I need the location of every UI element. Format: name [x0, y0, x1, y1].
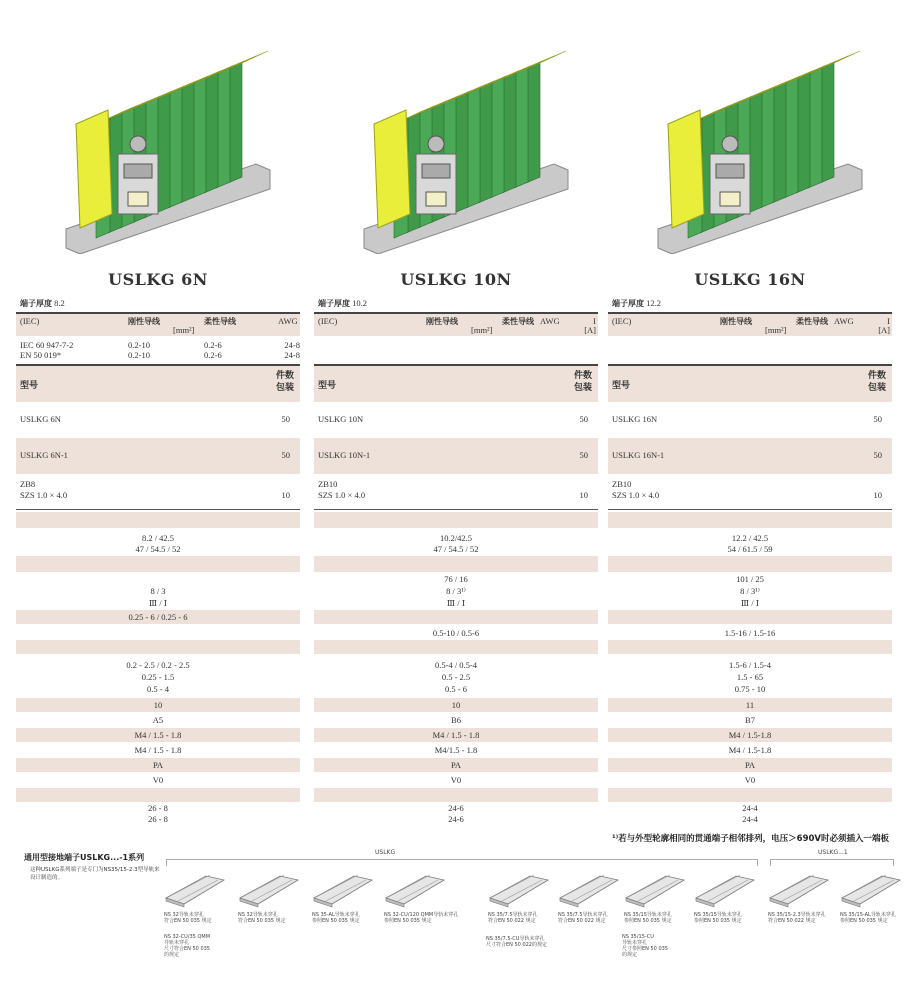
model-name: USLKG 10N-1: [318, 450, 371, 460]
rail-item: [310, 868, 376, 912]
din-rail-icon: [838, 868, 904, 908]
rail-label: NS 35/15-AL导轨未穿孔 参照EN 50 035 规定: [840, 912, 896, 924]
order-header: [16, 366, 300, 402]
awg-label: AWG: [278, 316, 298, 326]
order-header: [608, 366, 892, 402]
spec-value: PA: [744, 760, 756, 770]
rail-label: NS 32导轨未穿孔 符合EN 50 035 规定: [238, 912, 286, 924]
group-label: USLKG...1: [815, 849, 851, 856]
model-label: 型号: [612, 381, 631, 391]
din-rail-icon: [622, 868, 688, 908]
spec-value: 0.5 - 4: [147, 684, 169, 694]
thickness-value: 10.2: [352, 298, 367, 308]
amp-label: I: [887, 316, 890, 326]
spec-value: M4 / 1.5 - 1.8: [134, 730, 182, 740]
spec-value: Ⅲ / Ⅰ: [148, 598, 168, 608]
spec-value: M4 / 1.5 - 1.8: [432, 730, 480, 740]
spec-value: M4 / 1.5 - 1.8: [134, 745, 182, 755]
model-qty: 50: [873, 450, 882, 460]
accessory-name: ZB8: [20, 479, 36, 489]
standard-flex: 0.2-6: [204, 350, 222, 360]
product-column: [314, 0, 598, 830]
spec-value: M4/1.5 - 1.8: [434, 745, 478, 755]
spec-value: 8.2 / 42.5: [141, 533, 175, 543]
din-rail-icon: [236, 868, 302, 908]
amp-unit: [A]: [878, 325, 890, 335]
spec-value: 0.75 - 10: [734, 684, 766, 694]
iec-label: (IEC): [612, 316, 632, 326]
accessory-qty: 10: [579, 490, 588, 500]
thickness-value: 12.2: [646, 298, 661, 308]
iec-label: (IEC): [20, 316, 40, 326]
spec-value: 24-4: [742, 803, 758, 813]
spec-value: V0: [152, 775, 164, 785]
flex-label: 柔性导线: [796, 317, 828, 326]
awg-label: AWG: [834, 316, 854, 326]
thickness-label: 端子厚度: [318, 299, 350, 308]
product-title: USLKG 10N: [400, 270, 512, 289]
spec-value: 101 / 25: [736, 574, 764, 584]
spec-value: A5: [152, 715, 164, 725]
model-name: USLKG 16N: [612, 414, 658, 424]
accessory-name: SZS 1.0 × 4.0: [318, 490, 366, 500]
spec-value: Ⅲ / Ⅰ: [446, 598, 466, 608]
rigid-label: 刚性导线: [426, 317, 458, 326]
order-header: [314, 366, 598, 402]
rail-label: NS 35/7.5-CU导轨未穿孔 尺寸符合EN 50 022的规定: [486, 936, 547, 948]
spec-value: M4 / 1.5-1.8: [728, 730, 772, 740]
rail-label: NS 35/15-2.3导轨未穿孔 符合EN 50 022 规定: [768, 912, 826, 924]
spec-value: M4 / 1.5-1.8: [728, 745, 772, 755]
rail-item: [838, 868, 904, 912]
thickness-label: 端子厚度: [20, 299, 52, 308]
rail-label: NS 35/15-CU 导轨未穿孔 尺寸参照EN 50 035 的规定: [622, 934, 668, 958]
standard-flex: 0.2-6: [204, 340, 222, 350]
rail-item: [382, 868, 448, 912]
model-name: USLKG 6N-1: [20, 450, 68, 460]
thickness-row: [20, 298, 65, 309]
accessory-name: ZB10: [612, 479, 632, 489]
spec-value: 0.5 - 6: [445, 684, 467, 694]
accessory-qty: 10: [873, 490, 882, 500]
rigid-label: 刚性导线: [720, 317, 752, 326]
rail-label: NS 35/7.5导轨未穿孔 符合EN 50 022 规定: [488, 912, 538, 924]
model-name: USLKG 6N: [20, 414, 61, 424]
rail-item: [556, 868, 622, 912]
spec-value: 10.2/42.5: [439, 533, 473, 543]
rail-label: NS 32-CU/35 QMM 导轨未穿孔 尺寸符合EN 50 035 的规定: [164, 934, 211, 958]
din-rail-icon: [486, 868, 552, 908]
rail-item: [236, 868, 302, 912]
spec-value: 1.5 - 65: [736, 672, 764, 682]
section-title: 通用型接地端子USLKG...-1系列: [24, 853, 145, 862]
accessory-qty: 10: [281, 490, 290, 500]
accessory-name: ZB10: [318, 479, 338, 489]
product-title: USLKG 16N: [694, 270, 806, 289]
rail-label: NS 35/15导轨未穿孔 参照EN 50 035 规定: [694, 912, 742, 924]
din-rail-icon: [766, 868, 832, 908]
pack-label: 件数 包装: [573, 370, 592, 392]
unit-label: [mm²]: [765, 325, 787, 335]
flex-label: 柔性导线: [502, 317, 534, 326]
thickness-row: [318, 298, 367, 309]
spec-value: 8 / 3: [150, 586, 166, 596]
model-qty: 50: [281, 414, 290, 424]
spec-value: 0.5-10 / 0.5-6: [432, 628, 480, 638]
awg-label: AWG: [540, 316, 560, 326]
flex-label: 柔性导线: [204, 317, 236, 326]
spec-value: PA: [450, 760, 462, 770]
din-rail-icon: [382, 868, 448, 908]
group-bracket: [166, 859, 758, 866]
terminal-block-photo: [56, 14, 276, 254]
rail-item: [162, 868, 228, 912]
rail-label: NS 35/15导轨未穿孔 参照EN 50 035 规定: [624, 912, 672, 924]
spec-value: V0: [450, 775, 462, 785]
spec-value: 11: [745, 700, 755, 710]
iec-label: (IEC): [318, 316, 338, 326]
unit-label: [mm²]: [173, 325, 195, 335]
product-title: USLKG 6N: [108, 270, 208, 289]
terminal-block-photo: [354, 14, 574, 254]
rail-item: [622, 868, 688, 912]
thickness-value: 8.2: [54, 298, 65, 308]
spec-value: 10: [451, 700, 461, 710]
spec-value: 0.5 - 2.5: [441, 672, 471, 682]
spec-value: PA: [152, 760, 164, 770]
model-qty: 50: [579, 450, 588, 460]
spec-value: 54 / 61.5 / 59: [727, 544, 773, 554]
din-rail-icon: [692, 868, 758, 908]
model-label: 型号: [20, 381, 39, 391]
spec-value: 0.5-4 / 0.5-4: [434, 660, 478, 670]
product-column: [16, 0, 300, 830]
spec-value: 0.25 - 1.5: [141, 672, 175, 682]
spec-value: 12.2 / 42.5: [731, 533, 769, 543]
accessory-name: SZS 1.0 × 4.0: [20, 490, 68, 500]
spec-value: Ⅲ / Ⅰ: [740, 598, 760, 608]
rail-label: NS 32导轨未穿孔 符合EN 50 035 规定: [164, 912, 212, 924]
spec-value: 47 / 54.5 / 52: [135, 544, 181, 554]
model-qty: 50: [579, 414, 588, 424]
standard-std: IEC 60 947-7-2: [20, 340, 74, 350]
model-name: USLKG 10N: [318, 414, 364, 424]
spec-value: 76 / 16: [444, 574, 468, 584]
model-label: 型号: [318, 381, 337, 391]
spec-value: 0.25 - 6 / 0.25 - 6: [128, 612, 188, 622]
spec-value: V0: [744, 775, 756, 785]
din-rail-icon: [310, 868, 376, 908]
spec-value: 10: [153, 700, 163, 710]
amp-unit: [A]: [584, 325, 596, 335]
thickness-label: 端子厚度: [612, 299, 644, 308]
spec-value: 47 / 54.5 / 52: [433, 544, 479, 554]
standard-std: EN 50 019*: [20, 350, 62, 360]
spec-value: 26 - 8: [148, 803, 168, 813]
pack-label: 件数 包装: [867, 370, 886, 392]
rail-label: NS 35/7.5导轨未穿孔 符合EN 50 022 规定: [558, 912, 608, 924]
section-description: 这种USLKG系列端子是专门为NS35/15-2.3型导轨来设计制造的。: [30, 867, 160, 881]
group-bracket: [770, 859, 894, 866]
rail-item: [766, 868, 832, 912]
product-column: [608, 0, 892, 830]
model-name: USLKG 16N-1: [612, 450, 665, 460]
spec-value: 24-6: [448, 803, 464, 813]
din-rail-icon: [556, 868, 622, 908]
spec-value: 1.5-16 / 1.5-16: [724, 628, 776, 638]
standard-rigid: 0.2-10: [128, 350, 150, 360]
rail-item: [692, 868, 758, 912]
rail-label: NS 32-CU/120 QMM导轨未穿孔 参照EN 50 035 规定: [384, 912, 459, 924]
group-label: USLKG: [372, 849, 398, 856]
amp-label: I: [593, 316, 596, 326]
accessory-name: SZS 1.0 × 4.0: [612, 490, 660, 500]
unit-label: [mm²]: [471, 325, 493, 335]
standard-awg: 24-8: [284, 350, 300, 360]
model-qty: 50: [281, 450, 290, 460]
spec-value: 24-4: [742, 814, 758, 824]
model-qty: 50: [873, 414, 882, 424]
spec-value: 24-6: [448, 814, 464, 824]
standard-awg: 24-8: [284, 340, 300, 350]
spec-value: 26 - 8: [148, 814, 168, 824]
din-rail-icon: [162, 868, 228, 908]
rigid-label: 刚性导线: [128, 317, 160, 326]
standard-rigid: 0.2-10: [128, 340, 150, 350]
terminal-block-photo: [648, 14, 868, 254]
spec-value: B6: [451, 715, 461, 725]
spec-value: 8 / 3¹⁾: [740, 586, 760, 596]
spec-value: B7: [745, 715, 755, 725]
rail-item: [486, 868, 552, 912]
rail-label: NS 35-AL导轨未穿孔 参照EN 50 035 规定: [312, 912, 360, 924]
spec-value: 8 / 3¹⁾: [446, 586, 466, 596]
spec-value: 1.5-6 / 1.5-4: [728, 660, 772, 670]
spec-value: 0.2 - 2.5 / 0.2 - 2.5: [126, 660, 190, 670]
thickness-row: [612, 298, 661, 309]
pack-label: 件数 包装: [275, 370, 294, 392]
footnote: ¹⁾若与外型轮廓相同的贯通端子相邻排列，电压＞690V时必须插入一端板: [612, 834, 889, 844]
